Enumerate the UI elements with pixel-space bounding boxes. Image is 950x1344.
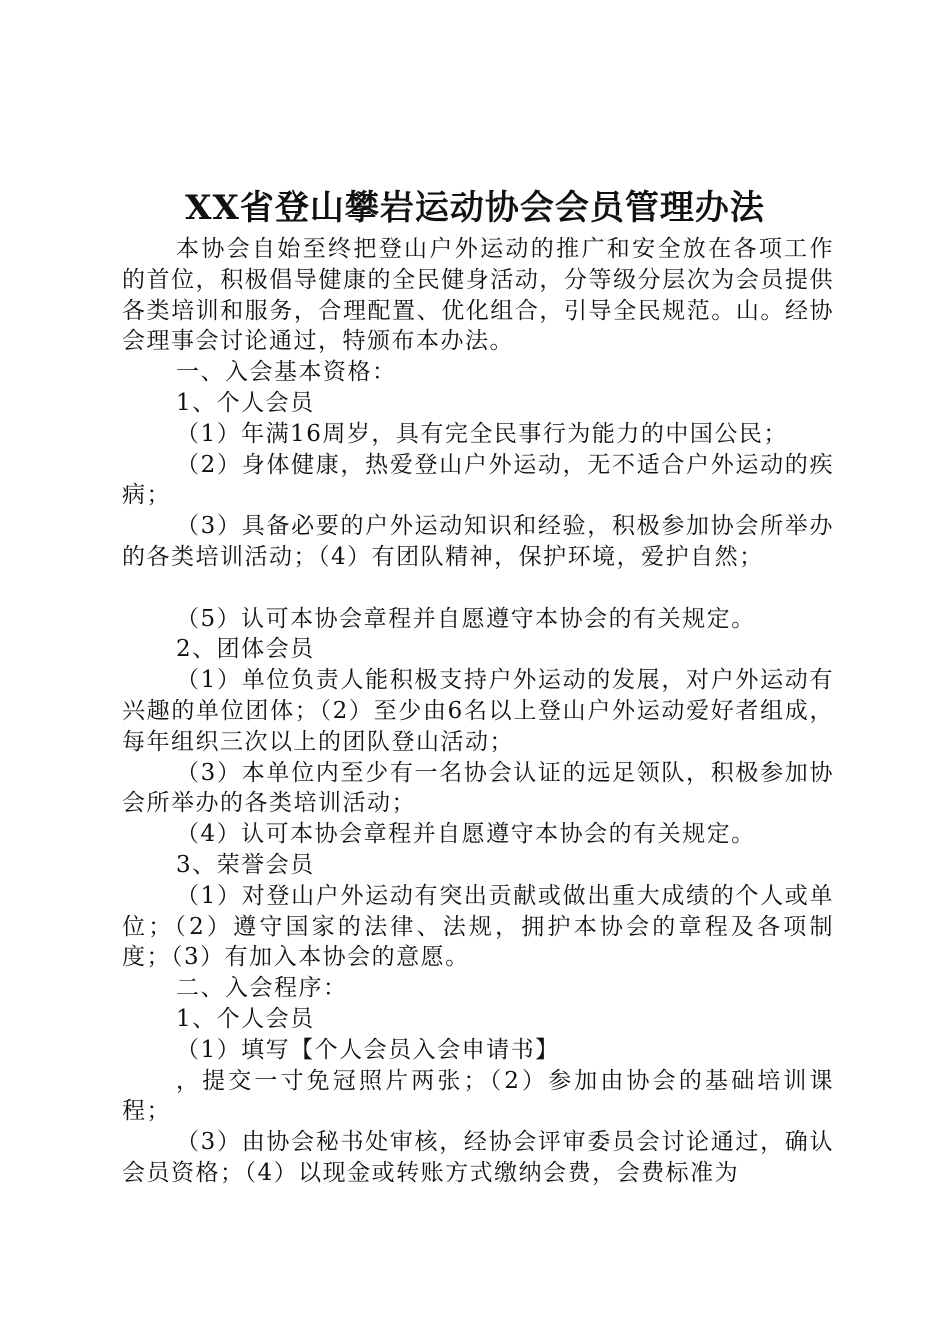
paragraph: （1）年满16周岁，具有完全民事行为能力的中国公民；	[176, 420, 788, 447]
paragraph: （4）认可本协会章程并自愿遵守本协会的有关规定。	[176, 821, 756, 848]
blank-line	[122, 573, 834, 604]
document-body	[122, 234, 834, 1189]
paragraph: （3）由协会秘书处审核，经协会评审委员会讨论通过，确认会员资格；（4）以现金或转账方式缴纳会费，会费标准为	[122, 1129, 834, 1186]
intro-paragraph: 本协会自始至终把登山户外运动的推广和安全放在各项工作的首位，积极倡导健康的全民健身活动，分等级分层次为会员提供各类培训和服务，合理配置、优化组合，引导全民规范。山。经协会理事会讨论通过，特颁布本办法。	[122, 236, 834, 355]
paragraph: （1）对登山户外运动有突出贡献或做出重大成绩的个人或单位；（2）遵守国家的法律、法规，拥护本协会的章程及各项制度；（3）有加入本协会的意愿。	[122, 882, 834, 971]
paragraph: （3）本单位内至少有一名协会认证的远足领队，积极参加协会所举办的各类培训活动；	[122, 759, 834, 817]
paragraph: （1）填写【个人会员入会申请书】	[176, 1036, 560, 1063]
subsection-heading-individual-member-procedure: 1、个人会员	[176, 1005, 315, 1032]
subsection-heading-individual-member: 1、个人会员	[176, 389, 315, 416]
paragraph: （1）单位负责人能积极支持户外运动的发展，对户外运动有兴趣的单位团体；（2）至少由6名以上登山户外运动爱好者组成，每年组织三次以上的团队登山活动；	[122, 667, 834, 755]
document-title: XX省登山攀岩运动协会会员管理办法	[185, 188, 765, 228]
paragraph: （3）具备必要的户外运动知识和经验，积极参加协会所举办的各类培训活动；（4）有团队精神，保护环境，爱护自然；	[122, 513, 834, 570]
paragraph: （2）身体健康，热爱登山户外运动，无不适合户外运动的疾病；	[122, 451, 834, 509]
subsection-heading-group-member: 2、团体会员	[176, 636, 315, 663]
section-heading-membership-qualifications: 一、入会基本资格：	[176, 359, 397, 386]
paragraph: （5）认可本协会章程并自愿遵守本协会的有关规定。	[176, 605, 756, 632]
subsection-heading-honorary-member: 3、荣誉会员	[176, 851, 315, 878]
section-heading-membership-procedure: 二、入会程序：	[176, 975, 348, 1002]
paragraph: ，提交一寸免冠照片两张；（2）参加由协会的基础培训课程；	[122, 1067, 834, 1125]
